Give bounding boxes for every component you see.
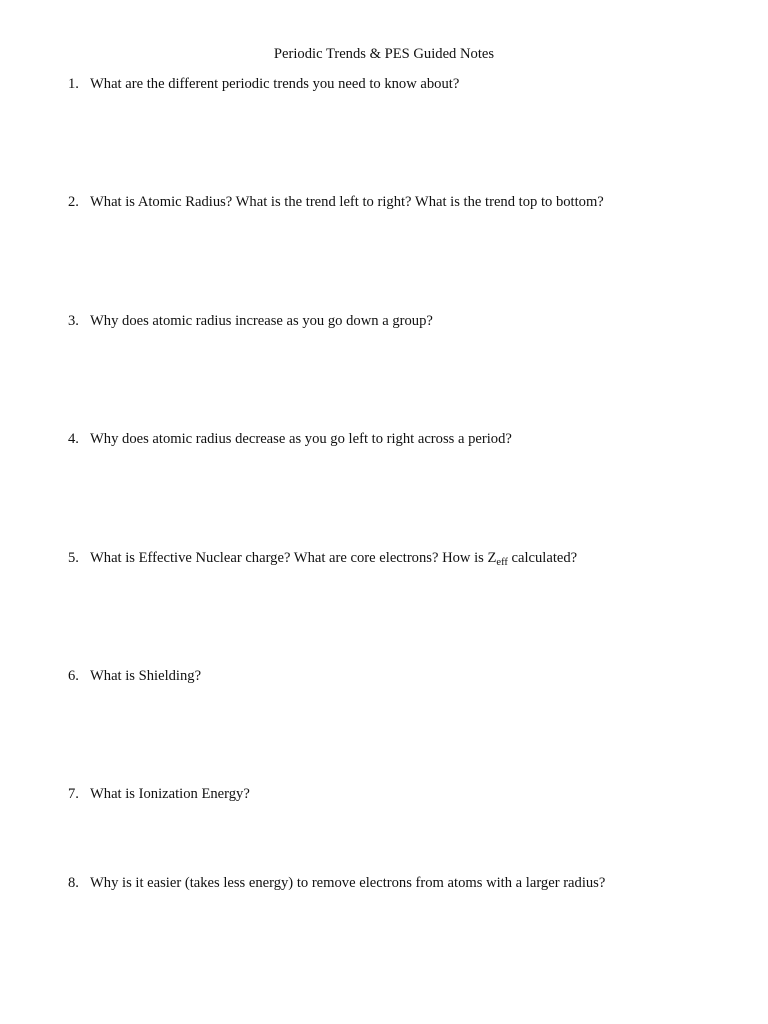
question-number: 5. [68,550,79,566]
question-number: 3. [68,313,79,329]
question-text: What is Atomic Radius? What is the trend left to right? What is the trend top to bottom? [90,194,604,210]
question-text-before: What is Effective Nuclear charge? What are core electrons? How is Z [90,550,497,566]
question-number: 7. [68,786,79,802]
question-1 [68,76,459,93]
question-number: 6. [68,668,79,684]
zeff-subscript: eff [496,557,508,568]
question-text: Why does atomic radius increase as you go down a group? [90,313,433,329]
question-number: 4. [68,431,79,447]
question-7 [68,786,250,803]
question-text: What are the different periodic trends you need to know about? [90,76,460,92]
question-number: 1. [68,76,79,92]
question-text: What is Ionization Energy? [90,786,250,802]
question-6 [68,668,201,685]
question-text: Why is it easier (takes less energy) to remove electrons from atoms with a larger radius? [90,875,606,891]
question-3 [68,313,433,330]
question-text: What is Shielding? [90,668,202,684]
document-title: Periodic Trends & PES Guided Notes [273,46,495,62]
question-text-after: calculated? [507,550,578,566]
question-2 [68,194,604,211]
question-8 [68,875,605,892]
question-5 [68,550,577,568]
question-4 [68,431,512,448]
question-text: Why does atomic radius decrease as you go left to right across a period? [90,431,512,447]
question-number: 8. [68,875,79,891]
question-number: 2. [68,194,79,210]
